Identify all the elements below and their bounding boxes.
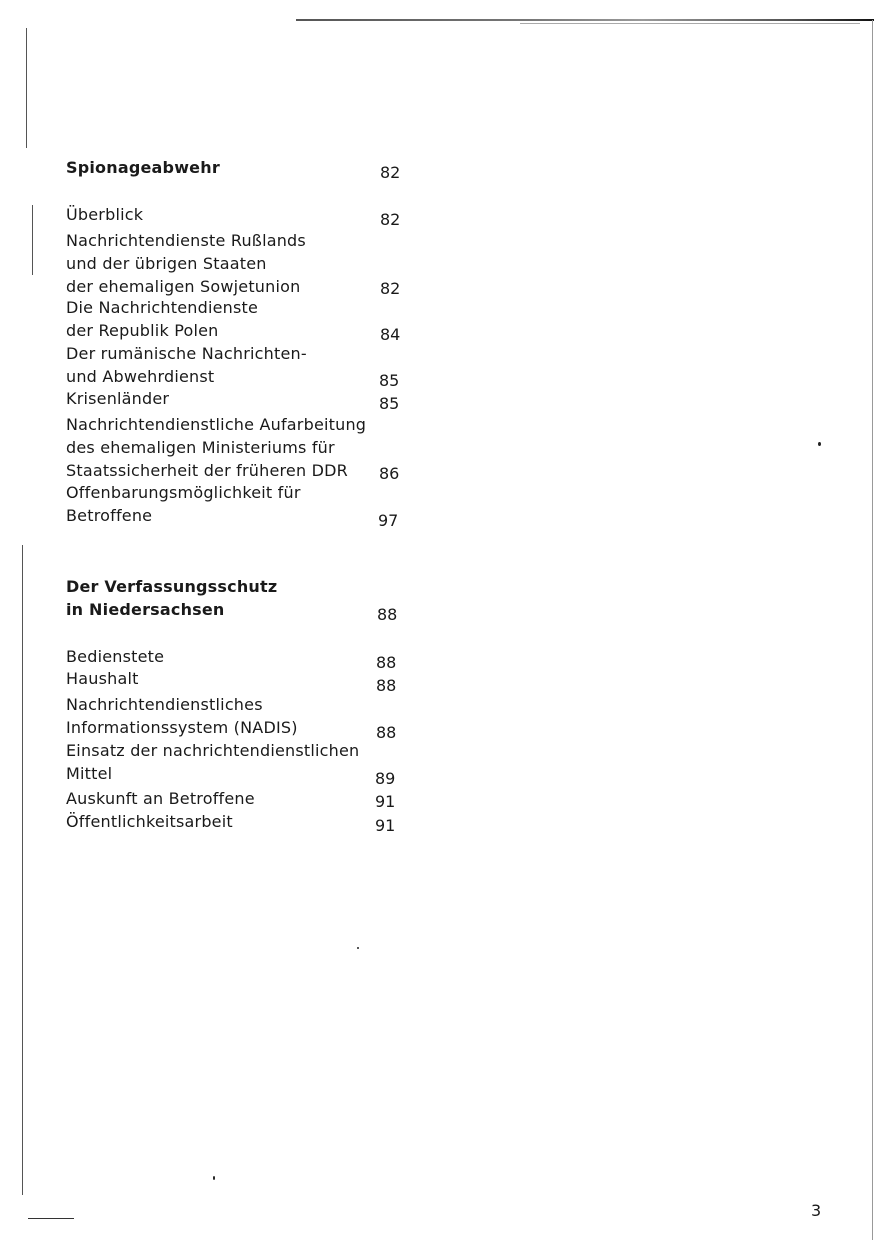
- toc-page-number: 97: [378, 511, 399, 530]
- toc-page-number: 82: [380, 279, 401, 298]
- toc-page-number: 86: [379, 464, 400, 483]
- page-number: 3: [811, 1201, 822, 1220]
- toc-page-number: 85: [379, 394, 400, 413]
- toc-entry: Der rumänische Nachrichten- und Abwehrdienst: [66, 344, 307, 386]
- toc-page-number: 88: [376, 653, 397, 672]
- toc-entry: Nachrichtendienste Rußlands und der übrigen Staaten der ehemaligen Sowjetunion: [66, 231, 306, 296]
- toc-entry: Einsatz der nachrichtendienstlichen Mittel: [66, 741, 360, 783]
- toc-page-number: 89: [375, 769, 396, 788]
- toc-entry: Offenbarungsmöglichkeit für Betroffene: [66, 483, 301, 525]
- toc-entry: Auskunft an Betroffene: [66, 789, 255, 808]
- toc-section-heading: Spionageabwehr: [66, 158, 220, 177]
- toc-page-number: 82: [380, 210, 401, 229]
- toc-page-number: 88: [376, 723, 397, 742]
- toc-entry: Krisenländer: [66, 389, 170, 408]
- toc-page-number: 91: [375, 792, 396, 811]
- toc-entry: Haushalt: [66, 669, 139, 688]
- toc-entry: Nachrichtendienstliche Aufarbeitung des ehemaligen Ministeriums für Staatssicherheit der früheren DDR: [66, 415, 367, 480]
- toc-page-number: 82: [380, 163, 401, 182]
- toc-page-number: 88: [376, 676, 397, 695]
- toc-entry: Bedienstete: [66, 647, 165, 666]
- toc-entry: Die Nachrichtendienste der Republik Polen: [66, 298, 259, 340]
- toc-page-number: 85: [379, 371, 400, 390]
- toc-page-number: 84: [380, 325, 401, 344]
- toc-entry: Öffentlichkeitsarbeit: [66, 812, 233, 831]
- toc-page-number: 91: [375, 816, 396, 835]
- toc-section-heading: Der Verfassungsschutz in Niedersachsen: [66, 577, 278, 619]
- toc-entry: Nachrichtendienstliches Informationssystem (NADIS): [66, 695, 298, 737]
- toc-entry: Überblick: [66, 205, 144, 224]
- toc-page-number: 88: [377, 605, 398, 624]
